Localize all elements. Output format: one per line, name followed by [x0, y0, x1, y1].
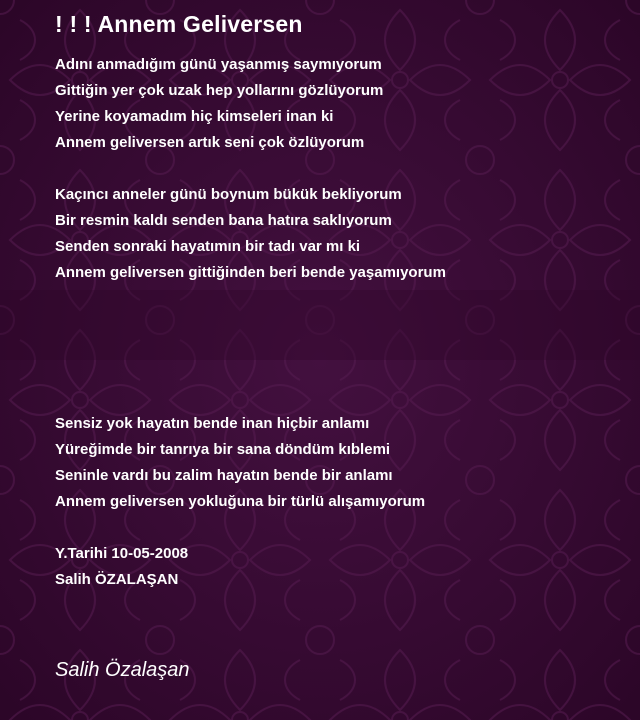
poem-title: ! ! ! Annem Geliversen [55, 11, 303, 37]
poem-line: Annem geliversen artık seni çok özlüyorum [55, 134, 365, 151]
poem-line: Kaçıncı anneler günü boynum bükük bekliyorum [55, 186, 402, 203]
poem-line: Annem geliversen gittiğinden beri bende yaşamıyorum [55, 264, 446, 281]
author-name: Salih Özalaşan [55, 659, 190, 681]
poem-stanza-2 [55, 182, 446, 286]
poem-line: Seninle vardı bu zalim hayatın bende bir anlamı [55, 467, 393, 484]
poem-line: Gittiğin yer çok uzak hep yollarını gözlüyorum [55, 82, 384, 99]
poem-line: Adını anmadığım günü yaşanmış saymıyorum [55, 56, 382, 73]
poem-line: Annem geliversen yokluğuna bir türlü alışamıyorum [55, 493, 426, 510]
poem-line: Senden sonraki hayatımın bir tadı var mı ki [55, 238, 361, 255]
poem-line: Bir resmin kaldı senden bana hatıra saklıyorum [55, 212, 392, 229]
poem-stanza-3 [55, 411, 425, 515]
poem-stanza-1 [55, 52, 383, 156]
poem-signature-text: Salih ÖZALAŞAN [55, 571, 179, 588]
poem-line: Yerine koyamadım hiç kimseleri inan ki [55, 108, 334, 125]
poem-line: Yüreğimde bir tanrıya bir sana döndüm kıblemi [55, 441, 391, 458]
poem-date: Y.Tarihi 10-05-2008 [55, 545, 189, 562]
poem-footer-date-signature [55, 541, 188, 593]
poem-line: Sensiz yok hayatın bende inan hiçbir anlamı [55, 415, 370, 432]
